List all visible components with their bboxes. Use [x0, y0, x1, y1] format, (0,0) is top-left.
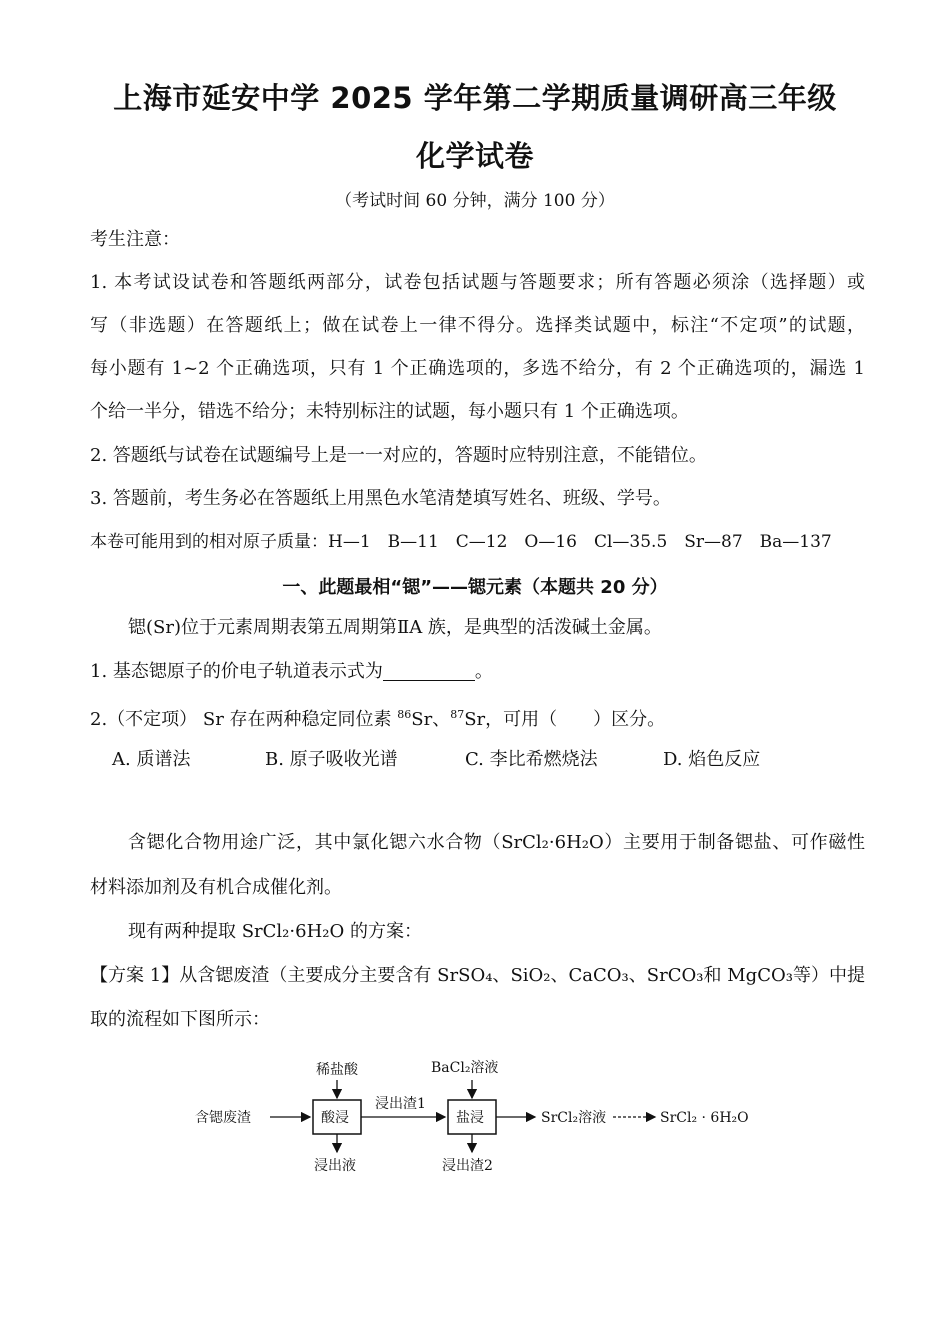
notice-item3: 3. 答题前，考生务必在答题纸上用黑色水笔清楚填写姓名、班级、学号。	[90, 488, 671, 509]
exam-subject: 化学试卷	[415, 139, 534, 173]
paragraph-2: 现有两种提取 SrCl₂·6H₂O 的方案：	[128, 921, 422, 942]
paragraph-1-line2: 材料添加剂及有机合成催化剂。	[90, 877, 342, 898]
isotope-87: Sr，可用（ ）区分。	[464, 709, 666, 730]
atomic-masses: 本卷可能用到的相对原子质量：H—1 B—11 C—12 O—16 Cl—35.5 Sr—87 Ba—137	[90, 532, 832, 552]
paragraph-1-line1: 含锶化合物用途广泛，其中氯化锶六水合物（SrCl₂·6H₂O）主要用于制备锶盐、可作磁性	[128, 832, 865, 853]
flow-reagent-2: BaCl₂溶液	[431, 1060, 499, 1076]
question-2	[90, 703, 865, 732]
notice-item1-line3: 每小题有 1~2 个正确选项，只有 1 个正确选项的，多选不给分，有 2 个正确选项的，漏选 1	[90, 358, 865, 379]
section-intro: 锶(Sr)位于元素周期表第五周期第ⅡA 族，是典型的活泼碱土金属。	[128, 617, 662, 638]
notice-item2: 2. 答题纸与试卷在试题编号上是一一对应的，答题时应特别注意，不能错位。	[90, 445, 707, 466]
exam-info: （考试时间 60 分钟，满分 100 分）	[335, 191, 615, 211]
isotope-87-mass: 87	[450, 708, 465, 721]
question-1-text: 1. 基态锶原子的价电子轨道表示式为	[90, 661, 383, 682]
option-a[interactable]: A. 质谱法	[112, 749, 191, 770]
flow-box-acid-leach-label: 酸浸	[321, 1110, 349, 1126]
option-d[interactable]: D. 焰色反应	[663, 749, 761, 770]
flow-out-1: 浸出液	[314, 1158, 356, 1174]
plan-1-line1: 【方案 1】从含锶废渣（主要成分主要含有 SrSO₄、SiO₂、CaCO₃、SrCO₃和 MgCO₃等）中提	[90, 965, 865, 986]
flow-product-2: SrCl₂ · 6H₂O	[660, 1110, 749, 1126]
notice-item1-line1: 1. 本考试设试卷和答题纸两部分，试卷包括试题与答题要求；所有答题必须涂（选择题）或	[90, 272, 865, 293]
question-2-text: 2.（不定项） Sr 存在两种稳定同位素	[90, 709, 398, 730]
option-b[interactable]: B. 原子吸收光谱	[265, 749, 398, 770]
notice-heading: 考生注意：	[90, 229, 180, 250]
isotope-86-mass: 86	[397, 708, 412, 721]
isotope-86: Sr、	[411, 709, 451, 730]
notice-item1-line2: 写（非选题）在答题纸上；做在试卷上一律不得分。选择类试题中，标注“不定项”的试题，	[90, 315, 865, 336]
flow-reagent-1: 稀盐酸	[316, 1062, 358, 1078]
flow-product-1: SrCl₂溶液	[541, 1110, 607, 1126]
flow-out-2: 浸出渣2	[442, 1158, 493, 1174]
process-flowchart	[195, 1052, 765, 1182]
exam-title: 上海市延安中学 2025 学年第二学期质量调研高三年级	[113, 81, 837, 115]
section-title: 一、此题最相“锶”——锶元素（本题共 20 分）	[282, 577, 668, 598]
question-1	[90, 660, 865, 684]
answer-blank[interactable]	[383, 662, 475, 681]
option-c[interactable]: C. 李比希燃烧法	[465, 749, 598, 770]
flow-box-salt-leach-label: 盐浸	[456, 1110, 484, 1126]
question-1-end: 。	[474, 661, 493, 682]
flow-mid-label: 浸出渣1	[375, 1096, 426, 1112]
flow-start-label: 含锶废渣	[195, 1110, 251, 1126]
plan-1-line2: 取的流程如下图所示：	[90, 1009, 270, 1030]
notice-item1-line4: 个给一半分，错选不给分；未特别标注的试题，每小题只有 1 个正确选项。	[90, 401, 689, 422]
